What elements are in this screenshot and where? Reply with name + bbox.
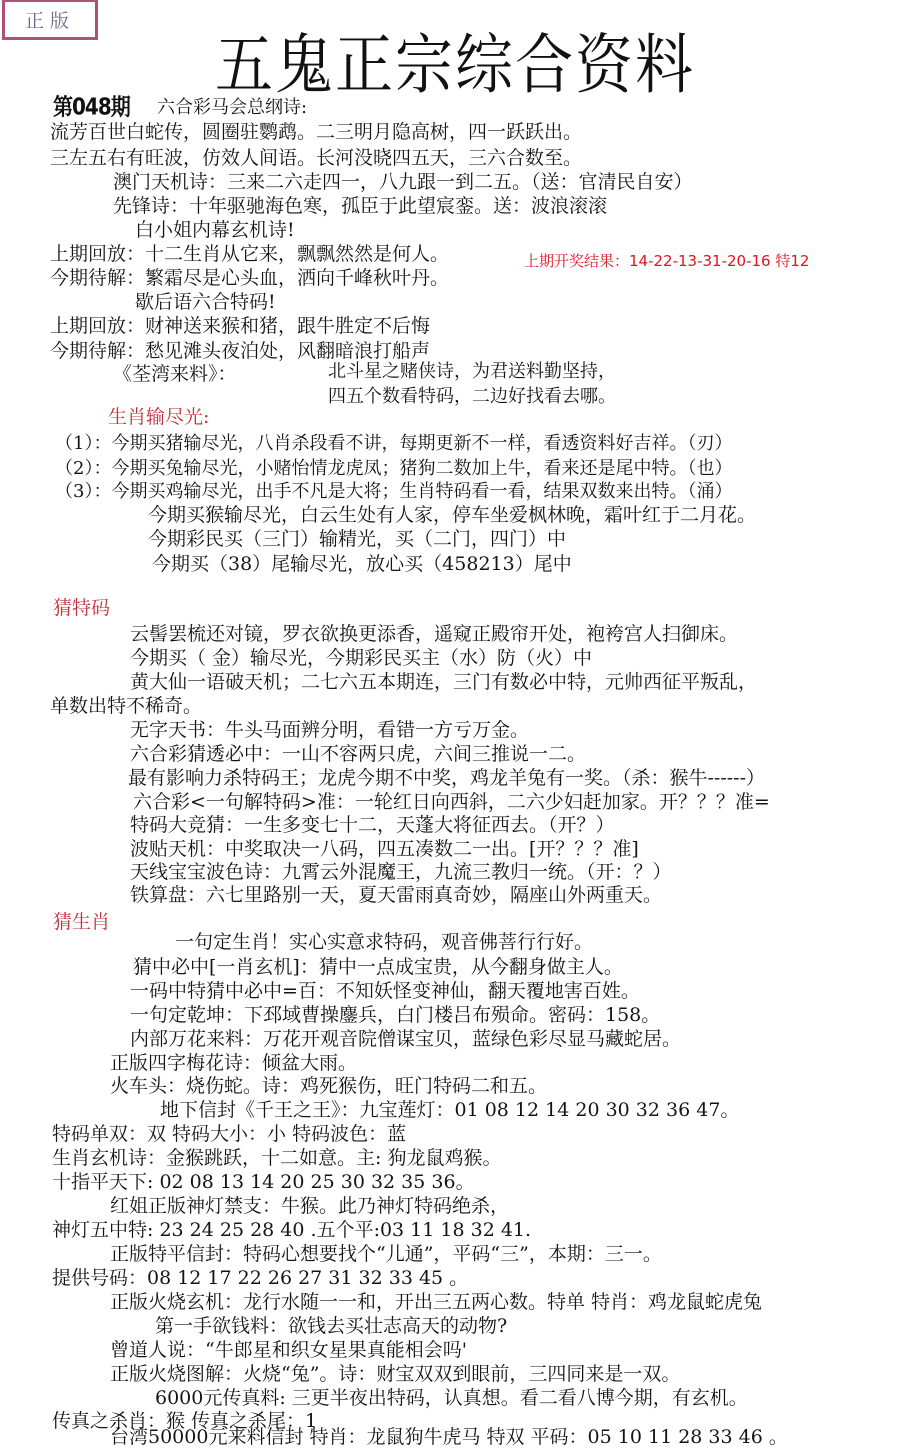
text-line: 三左五右有旺波，仿效人间语。长河没晓四五天，三六合数至。 [50, 147, 583, 169]
text-line: 正版特平信封：特码心想要找个“儿通”，平码“三”，本期：三一。 [110, 1243, 662, 1265]
text-line: 歇后语六合特码! [135, 291, 276, 313]
text-line: 一句定生肖！实心实意求特码，观音佛菩行行好。 [175, 931, 594, 953]
text-line: 提供号码：08 12 17 22 26 27 31 32 33 45 。 [52, 1267, 469, 1289]
text-line: 6000元传真料: 三更半夜出特码，认真想。看二看八博今期，有玄机。 [155, 1387, 748, 1409]
authentic-badge: 正版 [2, 0, 98, 40]
text-line: 单数出特不稀奇。 [50, 695, 203, 717]
text-line: 天线宝宝波色诗：九霄云外混魔王，九流三教归一统。（开：？） [130, 861, 672, 883]
text-line: 《荃湾来料》： [113, 363, 237, 385]
text-line: （2）：今期买兔输尽光，小赌怡情龙虎凤；猪狗二数加上牛，看来还是尾中特。（也） [55, 458, 733, 479]
text-line: 最有影响力杀特码王；龙虎今期不中奖，鸡龙羊兔有一奖。（杀：猴牛------） [128, 767, 766, 789]
text-line: 四五个数看特码，二边好找看去哪。 [328, 386, 616, 407]
text-line: 铁算盘：六七里路别一天，夏天雷雨真奇妙，隔座山外两重天。 [130, 884, 663, 906]
text-line: （1）：今期买猪输尽光，八肖杀段看不讲，每期更新不一样，看透资料好吉祥。（刃） [55, 433, 733, 454]
text-line: 上期回放：财神送来猴和猪，跟牛胜定不后悔 [50, 315, 431, 337]
text-line: 红姐正版神灯禁支：牛猴。此乃神灯特码绝杀， [110, 1195, 510, 1217]
text-line: 上期回放：十二生肖从它来，飘飘然然是何人。 [50, 243, 450, 265]
text-line: 特码单双：双 特码大小：小 特码波色：蓝 [52, 1123, 407, 1145]
intro-heading: 六合彩马会总纲诗: [157, 97, 308, 118]
section-heading-guess-code: 猜特码 [53, 597, 111, 619]
text-line: 今期彩民买（三门）输精光，买（二门，四门）中 [148, 528, 567, 550]
text-line: 澳门天机诗：三来二六走四一，八九跟一到二五。（送：官清民自安） [113, 171, 693, 193]
text-line: 先锋诗：十年驱驰海色寒，孤臣于此望宸銮。送：波浪滚滚 [113, 195, 608, 217]
text-line: 六合彩猜透必中：一山不容两只虎，六间三推说一二。 [130, 743, 587, 765]
text-line: 十指平天下: 02 08 13 14 20 25 30 32 35 36。 [52, 1171, 475, 1193]
text-line: 正版四字梅花诗：倾盆大雨。 [110, 1052, 358, 1074]
text-line: 内部万花来料：万花开观音院僧谋宝贝，蓝绿色彩尽显马藏蛇居。 [130, 1028, 682, 1050]
text-line: 波贴天机：中奖取决一八码，四五凑数二一出。[开？？？准] [130, 838, 639, 860]
text-line: 黄大仙一语破天机；二七六五本期连，三门有数必中特，元帅西征平叛乱， [130, 671, 758, 693]
text-line: 猜中必中[一肖玄机]：猜中一点成宝贵，从今翻身做主人。 [133, 956, 623, 978]
text-line: 北斗星之赌侠诗，为君送料勤坚持， [328, 361, 616, 382]
text-line: （3）：今期买鸡输尽光，出手不凡是大将；生肖特码看一看，结果双数来出特。（涌） [55, 481, 733, 502]
issue-number: 第048期 [53, 92, 130, 121]
text-line: 地下信封《千王之王》：九宝莲灯：01 08 12 14 20 30 32 36 47。 [160, 1099, 740, 1121]
text-line: 今期待解：繁霜尽是心头血，洒向千峰秋叶丹。 [50, 267, 450, 289]
text-line: 流芳百世白蛇传，圆圈驻鹦鹉。二三明月隐高树，四一跃跃出。 [50, 121, 583, 143]
text-line: 第一手欲钱料：欲钱去买壮志高天的动物? [155, 1315, 508, 1337]
text-line: 白小姐内幕玄机诗! [135, 219, 295, 241]
text-line: 无字天书：牛头马面辨分明，看错一方亏万金。 [130, 719, 530, 741]
text-line: 生肖玄机诗：金猴跳跃，十二如意。主: 狗龙鼠鸡猴。 [52, 1147, 502, 1169]
text-line: 传真之杀肖：猴 传真之杀尾：1 [52, 1410, 318, 1432]
section-heading-guess-zodiac: 猜生肖 [53, 911, 111, 933]
text-line: 台湾50000元来料信封 特肖：龙鼠狗牛虎马 特双 平码：05 10 11 28 33 46 。 [110, 1426, 788, 1448]
text-line: 曾道人说：“牛郎星和织女星果真能相会吗' [110, 1339, 467, 1361]
section-heading-lose: 生肖输尽光: [108, 406, 210, 428]
text-line: 正版火烧玄机：龙行水随一一和，开出三五两心数。特单 特肖：鸡龙鼠蛇虎兔 [110, 1291, 763, 1313]
text-line: 一码中特猜中必中=百：不知妖怪变神仙，翻天覆地害百姓。 [130, 980, 640, 1002]
text-line: 今期买（ 金）输尽光，今期彩民买主（水）防（火）中 [130, 647, 593, 669]
text-line: 正版火烧图解：火烧“兔”。诗：财宝双双到眼前，三四同来是一双。 [110, 1363, 681, 1385]
page-title: 五鬼正宗综合资料 [215, 26, 696, 103]
text-line: 火车头：烧伤蛇。诗：鸡死猴伤，旺门特码二和五。 [110, 1075, 548, 1097]
text-line: 六合彩<一句解特码>准：一轮红日向西斜，二六少妇赶加家。开？？？准= [133, 791, 770, 813]
text-line: 今期买猴输尽光，白云生处有人家，停车坐爱枫林晚，霜叶红于二月花。 [148, 504, 757, 526]
text-line: 今期买（38）尾输尽光，放心买（458213）尾中 [152, 553, 572, 575]
text-line: 云髻罢梳还对镜，罗衣欲换更添香，遥窥正殿帘开处，袍袴宫人扫御床。 [130, 623, 739, 645]
text-line: 神灯五中特: 23 24 25 28 40 .五个平:03 11 18 32 41. [52, 1219, 532, 1241]
last-draw-result: 上期开奖结果：14-22-13-31-20-16 特12 [524, 252, 810, 270]
text-line: 特码大竞猜：一生多变七十二，天蓬大将征西去。（开？） [130, 814, 615, 836]
text-line: 一句定乾坤：下邳域曹操鏖兵，白门楼吕布殒命。密码：158。 [130, 1004, 661, 1026]
text-line: 今期待解：愁见滩头夜泊处，风翻暗浪打船声 [50, 340, 431, 362]
